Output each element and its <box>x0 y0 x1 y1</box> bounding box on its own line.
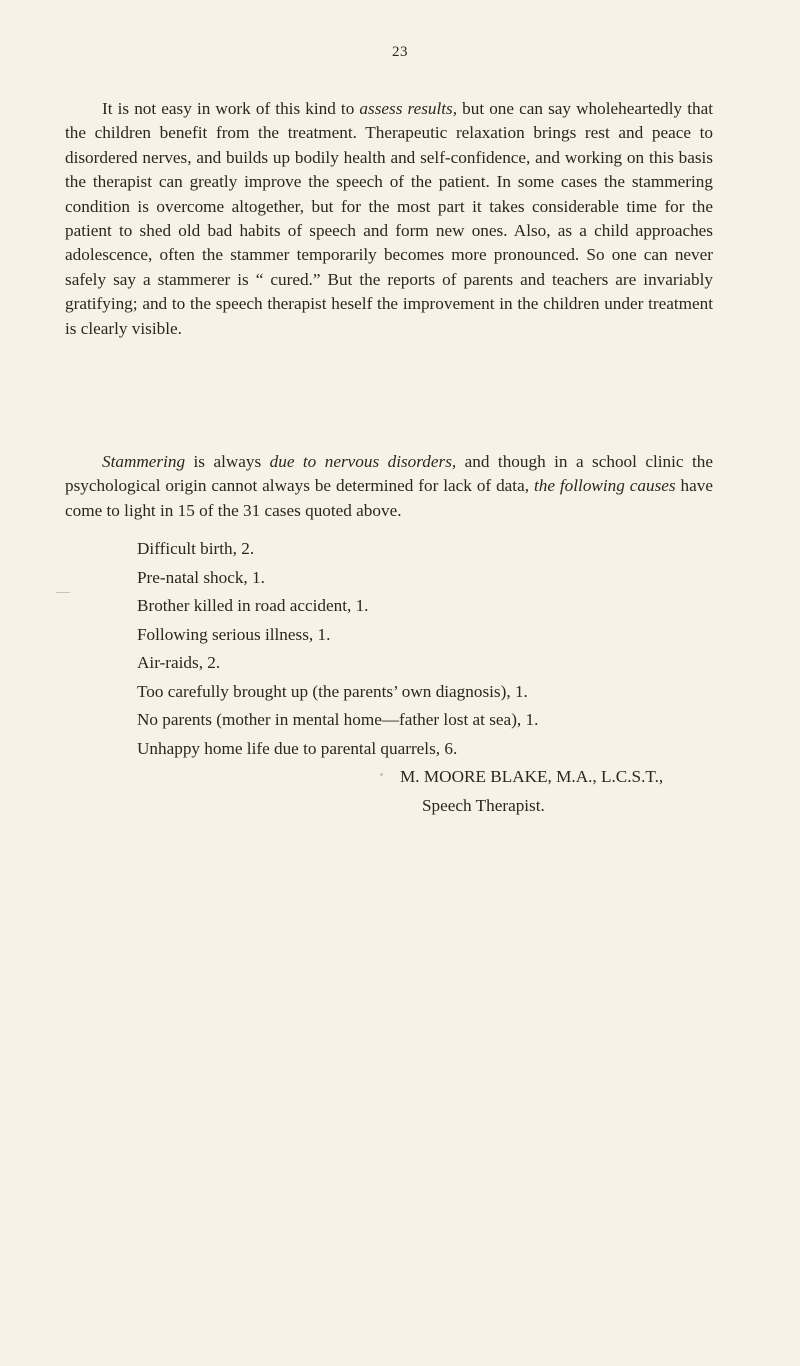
page-number: 23 <box>392 44 408 60</box>
paper-speck <box>380 773 383 776</box>
signature-name: M. MOORE BLAKE, M.A., L.C.S.T., <box>400 767 664 786</box>
emphasis-following-causes: the following causes <box>533 476 676 496</box>
emphasis-stammering: Stammering <box>102 452 186 471</box>
list-item: Pre-natal shock, 1. <box>137 567 265 587</box>
emphasis-nervous-disorders: due to nervous disorders, <box>269 452 457 471</box>
list-item: Unhappy home life due to parental quarrels, 6. <box>137 738 458 758</box>
paragraph-causes-text-2: and though in a school clinic the psychological origin cannot always be determined for lack of data, <box>65 452 713 496</box>
list-item: Brother killed in road accident, 1. <box>137 596 369 615</box>
paragraph-results-text-2: but one can say wholeheartedly that the children benefit from the treatment. Therapeutic relaxation brings rest and peace to disordered nerves, and builds up bodily health and self-confidence, and working on this basis the therapist can greatly improve the speech of the patient. In some cases the stammering condition is overcome altogether, but for the most part it takes considerable time for the patient to shed old bad habits of speech and form new ones. Also, as a child approaches adolescence, often the stammer temporarily becomes more pronounced. So one can never safely say a stammerer is “ cured.” But the reports of parents and teachers are invariably gratifying; and to the speech therapist heself the improvement in the children under treatment is clearly visible. <box>65 99 713 338</box>
signature-title: Speech Therapist. <box>422 796 545 815</box>
list-item: Too carefully brought up (the parents’ own diagnosis), 1. <box>137 681 528 701</box>
paper-speck <box>56 592 70 593</box>
causes-list <box>137 535 737 763</box>
list-item: No parents (mother in mental home—father lost at sea), 1. <box>137 710 539 729</box>
emphasis-assess-results: assess results, <box>359 99 458 118</box>
paragraph-results <box>65 97 713 341</box>
paragraph-results-text-1: It is not easy in work of this kind to <box>102 99 360 118</box>
signature-block <box>400 762 780 820</box>
list-item: Air-raids, 2. <box>137 653 221 672</box>
paragraph-causes-text-3: have come to light in 15 of the 31 cases quoted above. <box>65 476 713 520</box>
paragraph-causes-intro <box>65 450 713 523</box>
list-item: Following serious illness, 1. <box>137 624 331 644</box>
list-item: Difficult birth, 2. <box>137 539 255 558</box>
paragraph-causes-text-1: is always <box>185 452 270 471</box>
